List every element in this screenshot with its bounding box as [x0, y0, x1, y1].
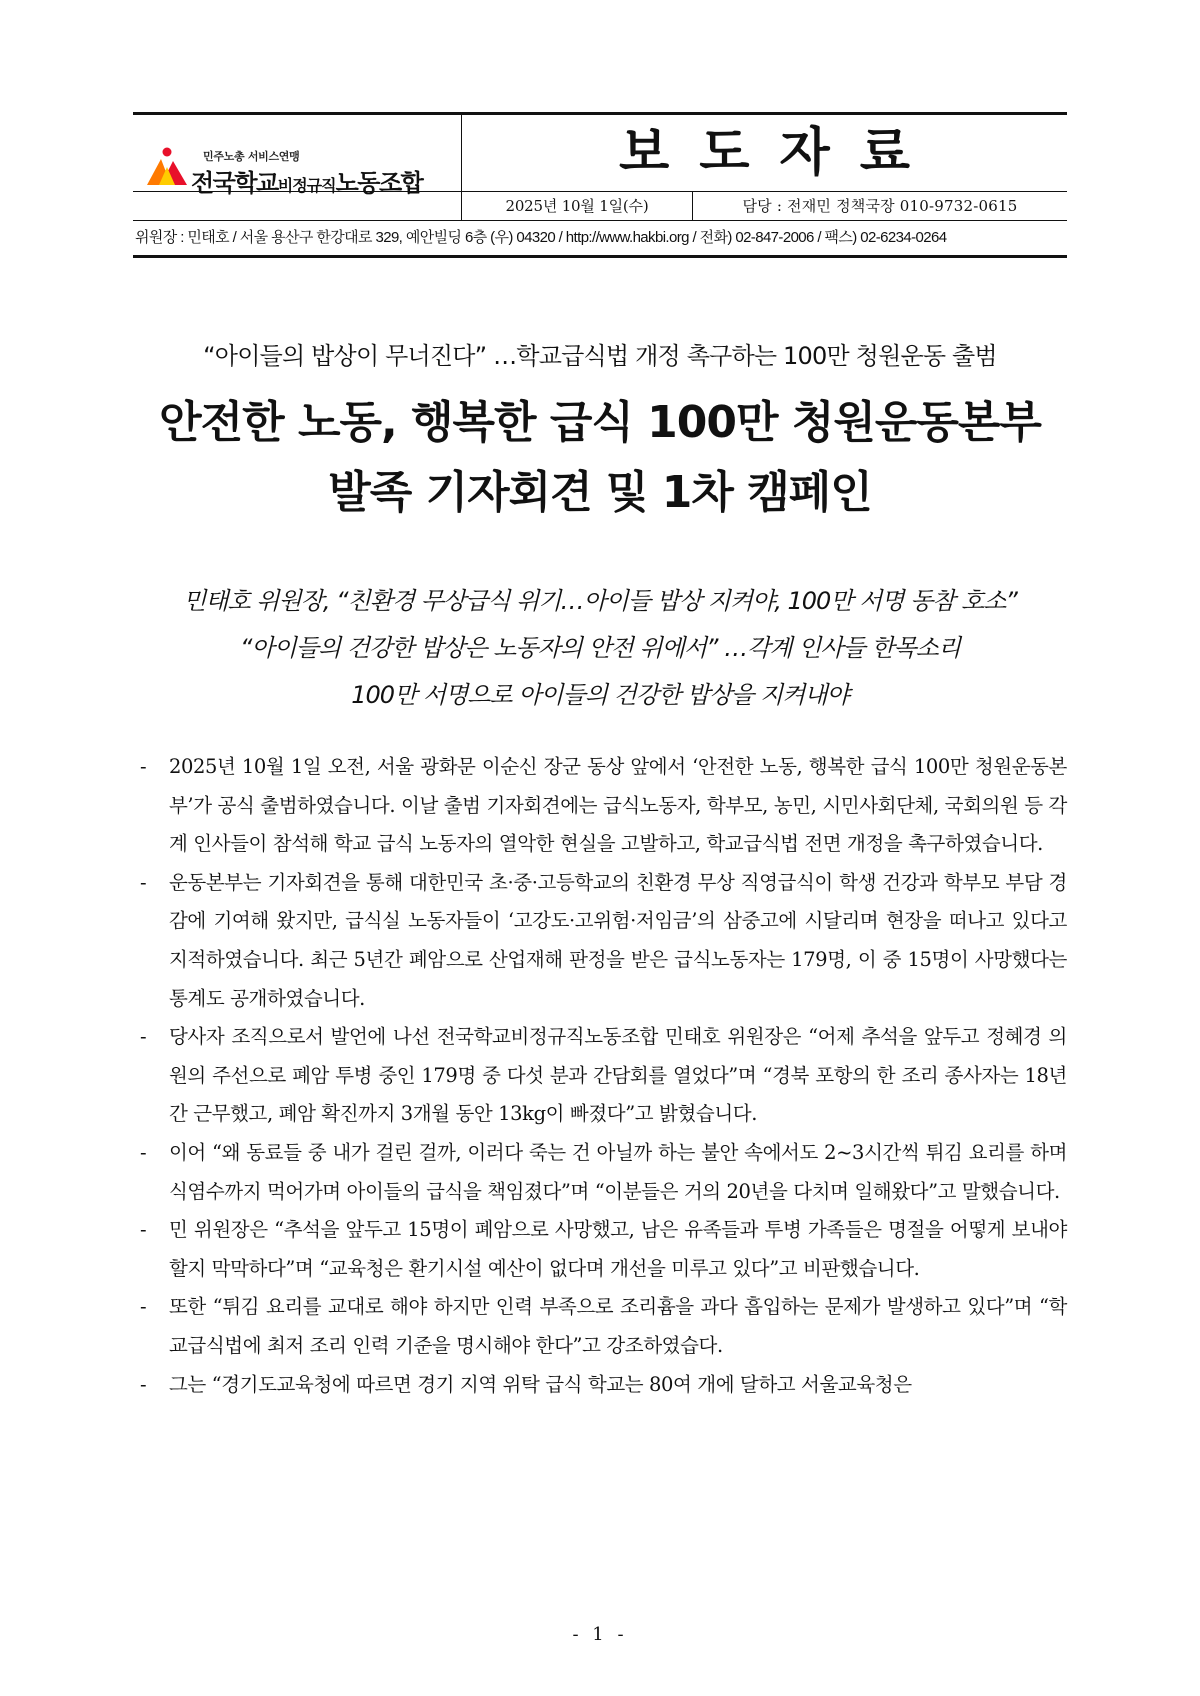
body-paragraph	[140, 1366, 1067, 1405]
body-paragraph	[140, 1211, 1067, 1288]
main-title-line-2: 발족 기자회견 및 1차 캠페인	[328, 467, 872, 518]
document-type-title: 보도자료	[619, 123, 940, 183]
bullet-dash: -	[140, 755, 147, 778]
paragraph-text: 이어 “왜 동료들 중 내가 걸린 걸까, 이러다 죽는 건 아닐까 하는 불안 속에서도 2~3시간씩 튀김 요리를 하며 식염수까지 먹어가며 아이들의 급식을 책임졌다”며 “이분들은 거의 20년을 다치며 일해왔다”고 말했습니다.	[169, 1140, 1067, 1203]
subheadline-1: 민태호 위원장, “친환경 무상급식 위기…아이들 밥상 지켜야, 100만 서명 동참 호소”	[183, 587, 1017, 615]
paragraph-text: 민 위원장은 “추석을 앞두고 15명이 폐암으로 사망했고, 남은 유족들과 투병 가족들은 명절을 어떻게 보내야 할지 막막하다”며 “교육청은 환기시설 예산이 없다며 개선을 미루고 있다”고 비판했습니다.	[169, 1218, 1067, 1280]
body-paragraph	[140, 864, 1067, 1018]
bullet-dash: -	[140, 1295, 147, 1319]
bullet-dash: -	[140, 1218, 147, 1242]
paragraph-text: 2025년 10월 1일 오전, 서울 광화문 이순신 장군 동상 앞에서 ‘안전한 노동, 행복한 급식 100만 청원운동본부’가 공식 출범하였습니다. 이날 출범 기자회견에는 급식노동자, 학부모, 농민, 시민사회단체, 국회의원 등 각계 인사들이 참석해 학교 급식 노동자의 열악한 현실을 고발하고, 학교급식법 전면 개정을 촉구하였습니다.	[169, 755, 1067, 856]
subheadline-2: “아이들의 건강한 밥상은 노동자의 안전 위에서” …각계 인사들 한목소리	[239, 634, 961, 662]
paragraph-text: 운동본부는 기자회견을 통해 대한민국 초·중·고등학교의 친환경 무상 직영급식이 학생 건강과 학부모 부담 경감에 기여해 왔지만, 급식실 노동자들이 ‘고강도·고위험·저임금’의 삼중고에 시달리며 현장을 떠나고 있다고 지적하였습니다. 최근 5년간 폐암으로 산업재해 판정을 받은 급식노동자는 179명, 이 중 15명이 사망했다는 통계도 공개하였습니다.	[169, 870, 1067, 1010]
body-paragraph	[140, 1288, 1067, 1365]
main-title-line-1: 안전한 노동, 행복한 급식 100만 청원운동본부	[159, 397, 1041, 448]
body-text	[140, 748, 1067, 1404]
bullet-dash: -	[140, 1372, 147, 1396]
body-paragraph	[140, 748, 1067, 864]
letterhead	[133, 112, 1067, 258]
paragraph-text: 또한 “튀김 요리를 교대로 해야 하지만 인력 부족으로 조리흄을 과다 흡입하는 문제가 발생하고 있다”며 “학교급식법에 최저 조리 인력 기준을 명시해야 한다”고 강조하였습다.	[169, 1295, 1067, 1357]
paragraph-text: 그는 “경기도교육청에 따르면 경기 지역 위탁 급식 학교는 80여 개에 달하고 서울교육청은	[169, 1372, 912, 1396]
bullet-dash: -	[140, 870, 147, 894]
bullet-dash: -	[140, 1140, 147, 1164]
release-date: 2025년 10월 1일(수)	[461, 192, 693, 220]
body-paragraph	[140, 1018, 1067, 1134]
paragraph-text: 당사자 조직으로서 발언에 나선 전국학교비정규직노동조합 민태호 위원장은 “어제 추석을 앞두고 정혜경 의원의 주선으로 폐암 투병 중인 179명 중 다섯 분과 간담회를 열었다”며 “경북 포항의 한 조리 종사자는 18년간 근무했고, 폐암 확진까지 3개월 동안 13kg이 빠졌다”고 밝혔습니다.	[169, 1025, 1067, 1126]
address-line: 위원장 : 민태호 / 서울 용산구 한강대로 329, 예안빌딩 6층 (우) 04320 / http://www.hakbi.org / 전화) 02-847-2006 / 팩스) 02-6234-0264	[133, 220, 1067, 258]
org-affiliation: 민주노총 서비스연맹	[203, 150, 300, 163]
org-name-prefix: 전국학교	[191, 169, 278, 197]
union-logo	[133, 115, 462, 197]
kicker-headline: “아이들의 밥상이 무너진다” …학교급식법 개정 촉구하는 100만 청원운동 출범	[203, 342, 997, 370]
page-number: - 1 -	[572, 1624, 628, 1645]
subheadline-3: 100만 서명으로 아이들의 건강한 밥상을 지켜내야	[351, 681, 849, 709]
org-name	[191, 163, 422, 198]
bullet-dash: -	[140, 1025, 147, 1049]
org-name-suffix: 노동조합	[335, 169, 423, 197]
contact-person: 담당 : 전재민 정책국장 010-9732-0615	[742, 197, 1018, 215]
body-paragraph	[140, 1134, 1067, 1211]
union-logo-icon	[145, 147, 189, 187]
org-name-middle: 비정규직	[277, 176, 336, 195]
